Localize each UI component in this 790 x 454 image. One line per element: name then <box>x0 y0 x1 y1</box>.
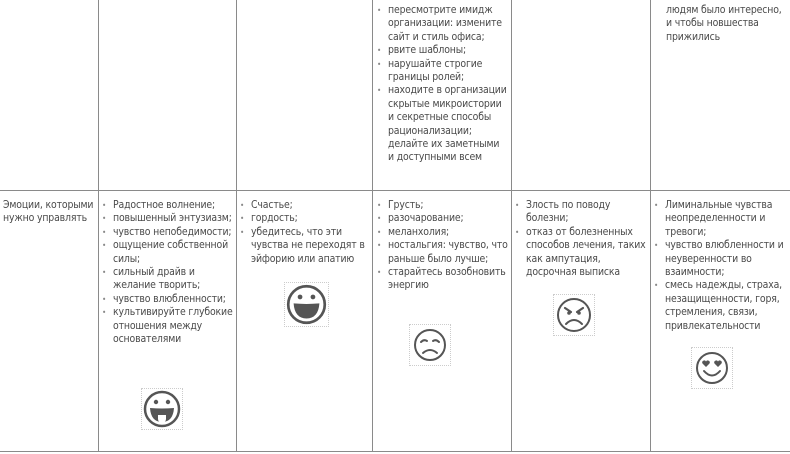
angry-face-icon <box>554 295 594 335</box>
list-item: • разочарование; <box>376 212 510 225</box>
row2-col1-cell <box>101 199 235 346</box>
column-divider <box>98 0 99 452</box>
list-item: • чувство влюбленности; <box>101 293 235 306</box>
list-item: • нарушайте строгие границы ролей; <box>376 58 508 85</box>
cell-text: людям было интересно, и чтобы новшества прижились <box>666 4 782 43</box>
list-item: • гордость; <box>239 212 371 225</box>
tongue-out-laugh-icon <box>142 389 182 429</box>
big-smile-icon <box>285 283 328 326</box>
row2-col3-cell <box>376 199 510 293</box>
column-divider <box>372 0 373 452</box>
sad-face-icon <box>410 325 450 365</box>
list-item: • меланхолия; <box>376 226 510 239</box>
list-item: • сильный драйв и желание творить; <box>101 266 235 293</box>
row1-col3-cell <box>376 4 508 165</box>
row2-col2-cell <box>239 199 371 266</box>
row-divider <box>0 190 790 191</box>
list-item: • чувство непобедимости; <box>101 226 235 239</box>
row-label: Эмоции, которыми нужно управлять <box>3 199 94 225</box>
list-item: • Злость по поводу болезни; <box>514 199 648 226</box>
list-item: • находите в организации скрытые микроистории и секретные способы рационализации; делайте их заметными и доступными всем <box>376 84 508 164</box>
list-item: • смесь надежды, страха, незащищенности, горя, стремления, связи, привлекательности <box>653 279 789 333</box>
row-divider <box>0 451 790 452</box>
list-item: • ностальгия: чувство, что раньше было лучше; <box>376 239 510 266</box>
list-item: • Грусть; <box>376 199 510 212</box>
list-item: • культивируйте глубокие отношения между основателями <box>101 306 235 346</box>
list-item: • ощущение собственной силы; <box>101 239 235 266</box>
list-item: • убедитесь, что эти чувства не переходят в эйфорию или апатию <box>239 226 371 266</box>
heart-eyes-icon <box>692 348 732 388</box>
row2-col5-cell <box>653 199 789 333</box>
row2-col4-cell <box>514 199 648 279</box>
list-item: • старайтесь возобновить энергию <box>376 266 510 293</box>
list-item: • отказ от болезненных способов лечения, таких как ампутация, досрочная выписка <box>514 226 648 280</box>
column-divider <box>650 0 651 452</box>
list-item: • Радостное волнение; <box>101 199 235 212</box>
column-divider <box>236 0 237 452</box>
list-item: • Счастье; <box>239 199 371 212</box>
list-item: • чувство влюбленности и неуверенности во взаимности; <box>653 239 789 279</box>
row1-col5-cell <box>666 4 788 44</box>
list-item: • Лиминальные чувства неопределенности и тревоги; <box>653 199 789 239</box>
list-item: • повышенный энтузиазм; <box>101 212 235 225</box>
column-divider <box>511 0 512 452</box>
list-item: • рвите шаблоны; <box>376 44 508 57</box>
list-item: • пересмотрите имидж организации: измените сайт и стиль офиса; <box>376 4 508 44</box>
